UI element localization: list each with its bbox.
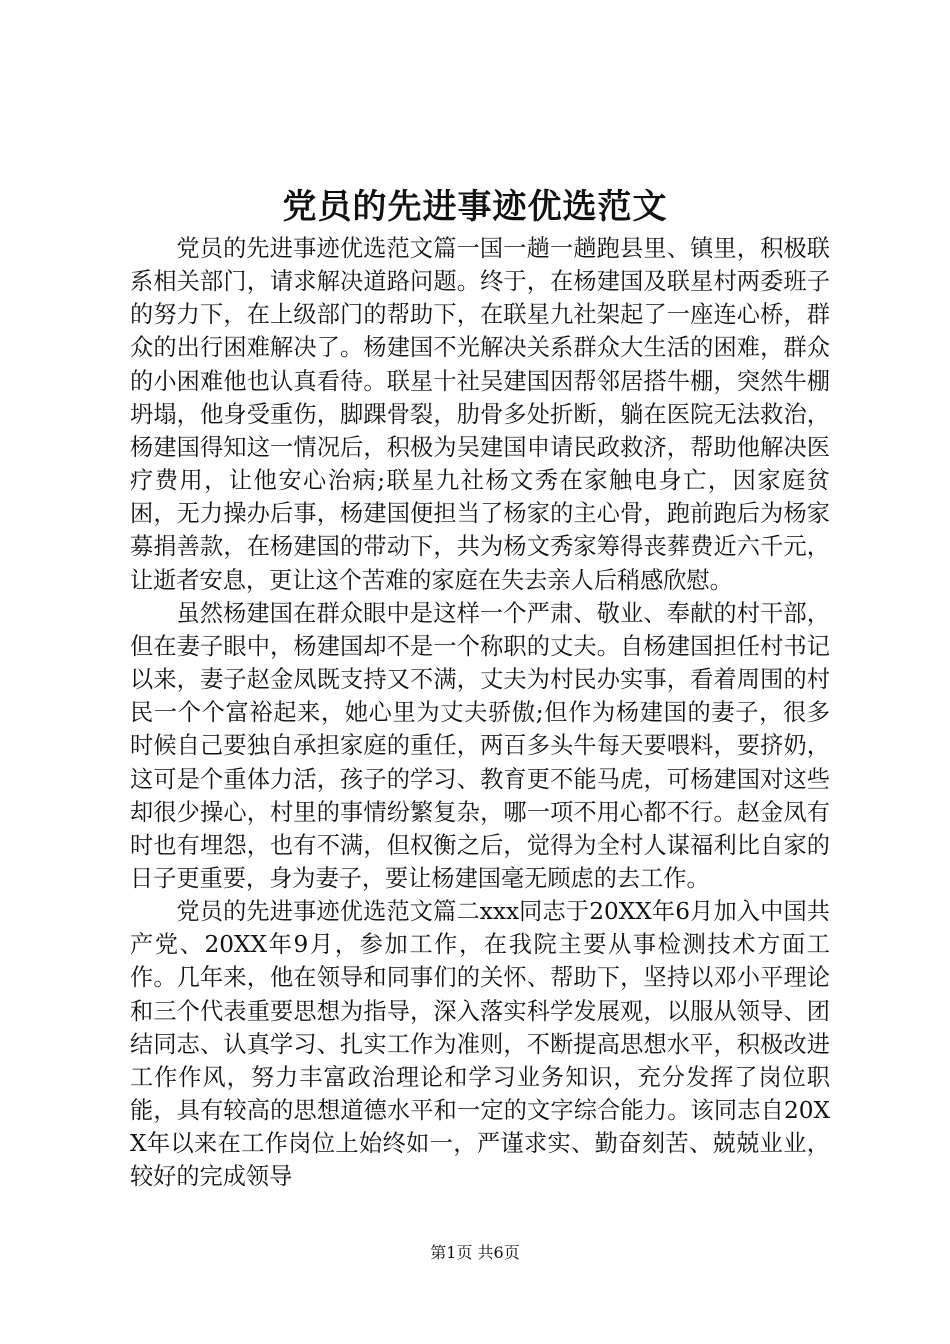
paragraph-3: 党员的先进事迹优选范文篇二xxx同志于20XX年6月加入中国共产党、20XX年9月，参加工作，在我院主要从事检测技术方面工作。几年来，他在领导和同事们的关怀、帮助下，坚持以邓小平理论和三个代表重要思想为指导，深入落实科学发展观，以服从领导、团结同志、认真学习、扎实工作为准则，不断提高思想水平，积极改进工作作风，努力丰富政治理论和学习业务知识，充分发挥了岗位职能，具有较高的思想道德水平和一定的文字综合能力。该同志自20XX年以来在工作岗位上始终如一，严谨求实、勤奋刻苦、兢兢业业，较好的完成领导 (130, 898, 830, 1191)
page-footer (0, 1242, 950, 1264)
page-indicator: 第1页 共6页 (430, 1243, 520, 1262)
document-body (130, 232, 830, 1194)
paragraph-1: 党员的先进事迹优选范文篇一国一趟一趟跑县里、镇里，积极联系相关部门，请求解决道路问题。终于，在杨建国及联星村两委班子的努力下，在上级部门的帮助下，在联星九社架起了一座连心桥，群众的出行困难解决了。杨建国不光解决关系群众大生活的困难，群众的小困难他也认真看待。联星十社吴建国因帮邻居搭牛棚，突然牛棚坍塌，他身受重伤，脚踝骨裂，肋骨多处折断，躺在医院无法救治，杨建国得知这一情况后，积极为吴建国申请民政救济，帮助他解决医疗费用，让他安心治病;联星九社杨文秀在家触电身亡，因家庭贫困，无力操办后事，杨建国便担当了杨家的主心骨，跑前跑后为杨家募捐善款，在杨建国的带动下，共为杨文秀家筹得丧葬费近六千元，让逝者安息，更让这个苦难的家庭在失去亲人后稍感欣慰。 (130, 235, 830, 594)
document-title: 党员的先进事迹优选范文 (282, 187, 668, 227)
paragraph-2: 虽然杨建国在群众眼中是这样一个严肃、敬业、奉献的村干部，但在妻子眼中，杨建国却不是一个称职的丈夫。自杨建国担任村书记以来，妻子赵金凤既支持又不满，丈夫为村民办实事，看着周围的村民一个个富裕起来，她心里为丈夫骄傲;但作为杨建国的妻子，很多时候自己要独自承担家庭的重任，两百多头牛每天要喂料，要挤奶，这可是个重体力活，孩子的学习、教育更不能马虎，可杨建国对这些却很少操心，村里的事情纷繁复杂，哪一项不用心都不行。赵金凤有时也有埋怨，也有不满，但权衡之后，觉得为全村人谋福利比自家的日子更重要，身为妻子，要让杨建国毫无顾虑的去工作。 (130, 599, 830, 892)
